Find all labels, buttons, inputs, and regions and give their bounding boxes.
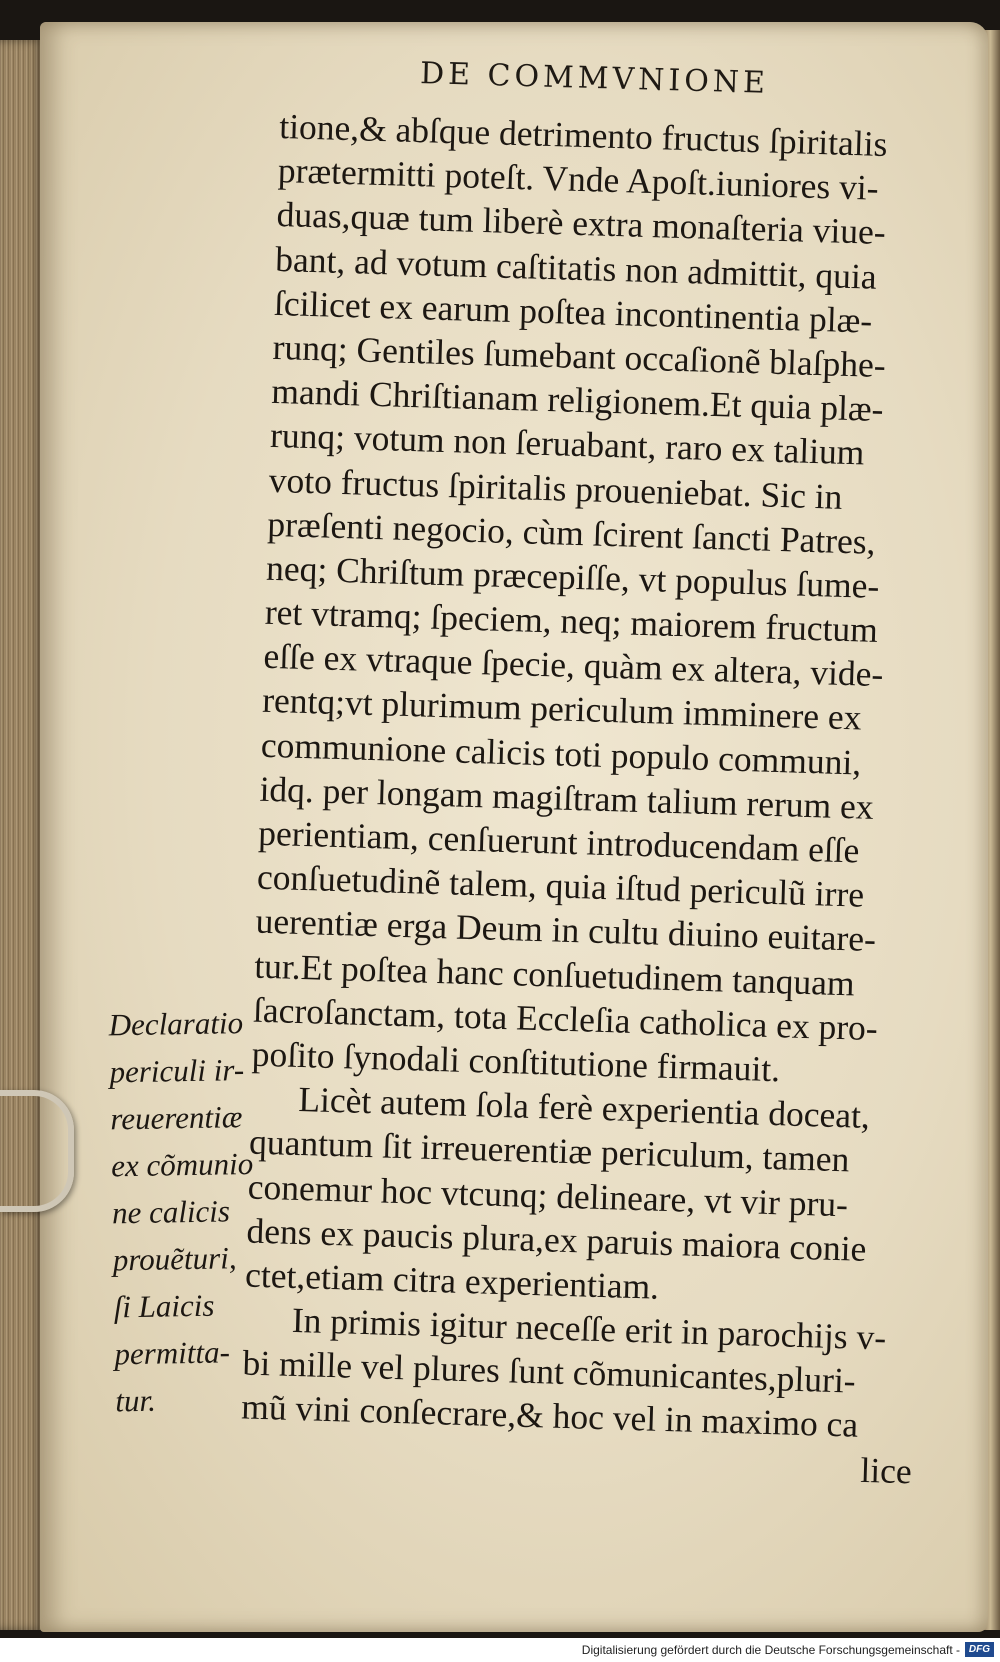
marginal-note — [108, 999, 275, 1425]
text-line: præſenti negocio, cùm ſcirent ſancti Patres, — [266, 503, 877, 562]
text-line: runq; Gentiles ſumebant occaſionẽ blaſphe- — [272, 326, 887, 386]
text-line: idq. per longam magiſtram talium rerum ex — [259, 768, 875, 827]
text-line: conſuetudinẽ talem, quia iſtud periculũ irre — [256, 856, 865, 915]
marginal-line: ne calicis — [111, 1193, 231, 1231]
text-line: uerentiæ erga Deum in cultu diuino euitare- — [255, 901, 877, 960]
marginal-line: ex cõmunio — [110, 1145, 254, 1184]
marginal-line: ſi Laicis — [113, 1287, 215, 1325]
paragraph-start-line: In primis igitur neceſſe erit in parochijs v- — [291, 1299, 887, 1358]
marginal-line: tur. — [114, 1382, 157, 1419]
text-line: ſcilicet ex earum poſtea incontinentia plæ- — [273, 282, 873, 341]
dfg-logo: DFG — [965, 1642, 994, 1657]
text-line: poſito ſynodali conſtitutione firmauit. — [251, 1033, 781, 1090]
text-line: voto fructus ſpiritalis proueniebat. Sic in — [268, 459, 844, 517]
book-clip — [0, 1090, 74, 1212]
text-line: neq; Chriſtum præcepiſſe, vt populus ſume- — [265, 547, 880, 606]
text-line: ſacroſanctam, tota Eccleſia catholica ex pro- — [252, 989, 879, 1048]
footer-bar — [0, 1638, 1000, 1662]
text-line: dens ex paucis plura,ex paruis maiora conie — [245, 1210, 867, 1269]
text-line: tione,& abſque detrimento fructus ſpiritalis — [278, 105, 888, 165]
text-line: mũ vini conſecrare,& hoc vel in maximo ca — [240, 1386, 859, 1446]
text-line: conemur hoc vtcunq; delineare, vt vir pru- — [247, 1166, 849, 1224]
text-line: runq; votum non ſeruabant, raro ex talium — [269, 415, 865, 473]
text-line: rentq;vt plurimum periculum imminere ex — [261, 680, 863, 738]
text-line: communione calicis toti populo communi, — [260, 724, 862, 783]
text-line: bant, ad votum caſtitatis non admittit, quia — [274, 238, 878, 297]
text-line: eſſe ex vtraque ſpecie, quàm ex altera, vide- — [263, 636, 884, 695]
paragraph-start-line: Licèt autem ſola ferè experientia doceat, — [297, 1079, 871, 1137]
text-line: perientiam, cenſuerunt introducendam eſſe — [257, 812, 860, 871]
marginal-line: Declaratio — [108, 1005, 244, 1043]
marginal-line: permitta- — [114, 1334, 231, 1372]
book-page-edges — [0, 40, 44, 1630]
text-line: tur.Et poſtea hanc conſuetudinem tanquam — [253, 945, 856, 1003]
running-head: DE COMMVNIONE — [419, 56, 770, 101]
text-line: ctet,etiam citra experientiam. — [244, 1254, 660, 1307]
text-line: mandi Chriſtianam religionem.Et quia plæ- — [270, 371, 885, 430]
marginal-line: periculi ir- — [109, 1052, 245, 1090]
text-line: prætermitti poteſt. Vnde Apoſt.iuniores vi- — [277, 150, 880, 208]
funding-credit: Digitalisierung gefördert durch die Deutsche Forschungsgemeinschaft - — [581, 1643, 960, 1657]
catchword-line: lice — [859, 1449, 913, 1491]
body-text — [239, 104, 959, 1493]
text-line: bi mille vel plures ſunt cõmunicantes,pluri- — [242, 1342, 857, 1401]
marginal-line: prouẽturi, — [112, 1240, 237, 1278]
text-line: quantum ſit irreuerentiæ periculum, tamen — [248, 1121, 850, 1180]
text-line: duas,quæ tum liberè extra monaſteria viue- — [276, 194, 887, 253]
text-line: ret vtramq; ſpeciem, neq; maiorem fructum — [264, 591, 879, 651]
marginal-line: reuerentiæ — [110, 1099, 243, 1137]
